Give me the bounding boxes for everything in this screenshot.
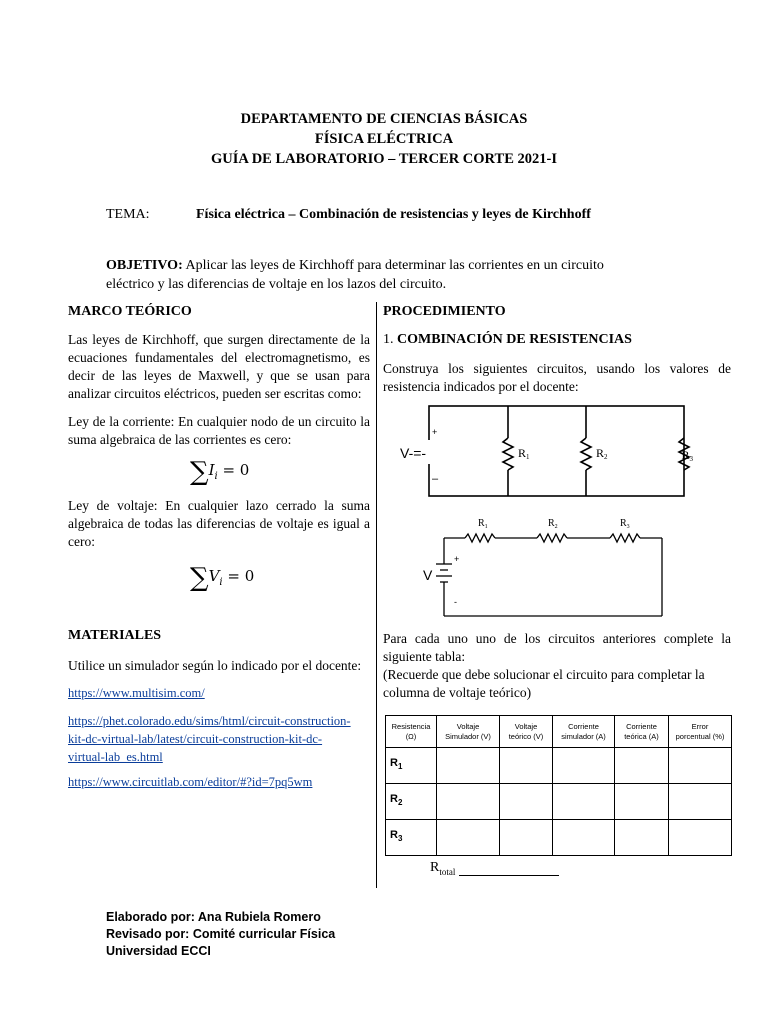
procedimiento-note: (Recuerde que debe solucionar el circuito para completar la columna de voltaje teórico) bbox=[383, 667, 705, 700]
link-circuitlab[interactable]: https://www.circuitlab.com/editor/#?id=7pq5wm bbox=[68, 775, 313, 789]
table-header-cell: Voltaje teórico (V) bbox=[500, 716, 553, 748]
circuit1-r3-label: R3 bbox=[681, 448, 693, 463]
procedimiento-title: PROCEDIMIENTO bbox=[383, 304, 506, 319]
table-cell[interactable] bbox=[553, 748, 615, 784]
circuit2-source-label: V bbox=[423, 567, 433, 583]
results-table bbox=[385, 715, 732, 856]
footer-revisado: Revisado por: Comité curricular Física bbox=[106, 927, 336, 941]
table-cell[interactable] bbox=[553, 820, 615, 856]
tema-label: TEMA: bbox=[106, 207, 150, 222]
circuit2-r1-label: $R_1$ bbox=[478, 518, 488, 530]
footer-universidad: Universidad ECCI bbox=[106, 944, 211, 958]
table-cell[interactable] bbox=[553, 784, 615, 820]
table-cell[interactable] bbox=[500, 784, 553, 820]
table-row bbox=[386, 784, 732, 820]
header-line-2: FÍSICA ELÉCTRICA bbox=[314, 131, 454, 147]
circuit2-r2-label: $R_2$ bbox=[548, 518, 558, 530]
circuit2-plus: + bbox=[454, 554, 460, 564]
objetivo-text-2: eléctrico y las diferencias de voltaje en los lazos del circuito. bbox=[106, 277, 447, 292]
table-row bbox=[386, 820, 732, 856]
table-cell[interactable] bbox=[615, 748, 669, 784]
link-phet[interactable]: https://phet.colorado.edu/sims/html/circuit-construction- kit-dc-virtual-lab/latest/circuit-construction-kit-dc- virtual-lab_es.html bbox=[68, 714, 351, 764]
formula-corriente: $\sum I_i = 0$ bbox=[190, 457, 250, 487]
objetivo-label: OBJETIVO: bbox=[106, 258, 183, 273]
marco-intro: Las leyes de Kirchhoff, que surgen directamente de la ecuaciones fundamentales del electromagnetismo, es decir de las leyes de Maxwell, y que se usan para analizar circuitos eléctricos, pueden ser escritas como: bbox=[68, 332, 370, 401]
table-cell[interactable] bbox=[669, 748, 732, 784]
materiales-intro: Utilice un simulador según lo indicado por el docente: bbox=[68, 658, 362, 673]
circuit1-r2-label: R2 bbox=[596, 446, 608, 461]
subsection-heading: 1. COMBINACIÓN DE RESISTENCIAS bbox=[383, 332, 632, 347]
marco-title: MARCO TEÓRICO bbox=[68, 304, 192, 319]
table-header-row bbox=[386, 716, 732, 748]
row-label: $R_2$ bbox=[386, 784, 437, 820]
materiales-title: MATERIALES bbox=[68, 628, 162, 643]
table-header-cell: Resistencia (Ω) bbox=[386, 716, 437, 748]
header-line-1: DEPARTAMENTO DE CIENCIAS BÁSICAS bbox=[240, 111, 528, 127]
rtotal-blank-line bbox=[459, 875, 559, 876]
objetivo bbox=[106, 256, 666, 294]
table-row bbox=[386, 748, 732, 784]
circuit1-minus: – bbox=[432, 473, 439, 485]
parallel-circuit-diagram bbox=[396, 400, 696, 500]
table-cell[interactable] bbox=[669, 784, 732, 820]
table-cell[interactable] bbox=[615, 820, 669, 856]
table-cell[interactable] bbox=[437, 784, 500, 820]
table-header-cell: Corriente simulador (A) bbox=[553, 716, 615, 748]
rtotal-label: $R_{total}$ bbox=[430, 860, 456, 877]
ley-voltaje: Ley de voltaje: En cualquier lazo cerrado la suma algebraica de todas las diferencias de voltaje es igual a cero: bbox=[68, 498, 370, 549]
footer-elaborado: Elaborado por: Ana Rubiela Romero bbox=[106, 910, 321, 924]
ley-corriente: Ley de la corriente: En cualquier nodo de un circuito la suma algebraica de las corrientes es cero: bbox=[68, 414, 370, 447]
table-cell[interactable] bbox=[437, 748, 500, 784]
link-multisim[interactable]: https://www.multisim.com/ bbox=[68, 686, 205, 700]
table-cell[interactable] bbox=[615, 784, 669, 820]
formula-voltaje: $\sum V_i = 0$ bbox=[190, 563, 255, 593]
table-cell[interactable] bbox=[437, 820, 500, 856]
circuit1-source-label: V-=- bbox=[400, 445, 427, 461]
procedimiento-para: Para cada uno uno de los circuitos anteriores complete la siguiente tabla: bbox=[383, 631, 731, 664]
circuit2-minus: - bbox=[454, 597, 457, 607]
circuit1-plus: + bbox=[432, 427, 438, 437]
table-header-cell: Error porcentual (%) bbox=[669, 716, 732, 748]
objetivo-text-1: Aplicar las leyes de Kirchhoff para determinar las corrientes en un circuito bbox=[185, 258, 604, 273]
header-line-3: GUÍA DE LABORATORIO – TERCER CORTE 2021-I bbox=[211, 151, 557, 167]
circuit1-r1-label: R1 bbox=[518, 446, 530, 461]
table-cell[interactable] bbox=[669, 820, 732, 856]
row-label: $R_3$ bbox=[386, 820, 437, 856]
circuit2-r3-label: $R_3$ bbox=[620, 518, 630, 530]
table-cell[interactable] bbox=[500, 820, 553, 856]
tema-value: Física eléctrica – Combinación de resistencias y leyes de Kirchhoff bbox=[196, 207, 591, 222]
procedimiento-intro: Construya los siguientes circuitos, usando los valores de resistencia indicados por el docente: bbox=[383, 361, 731, 394]
table-header-cell: Voltaje Simulador (V) bbox=[437, 716, 500, 748]
row-label: $R_1$ bbox=[386, 748, 437, 784]
column-divider bbox=[376, 302, 377, 888]
table-cell[interactable] bbox=[500, 748, 553, 784]
series-circuit-diagram bbox=[420, 512, 670, 620]
table-header-cell: Corriente teórica (A) bbox=[615, 716, 669, 748]
